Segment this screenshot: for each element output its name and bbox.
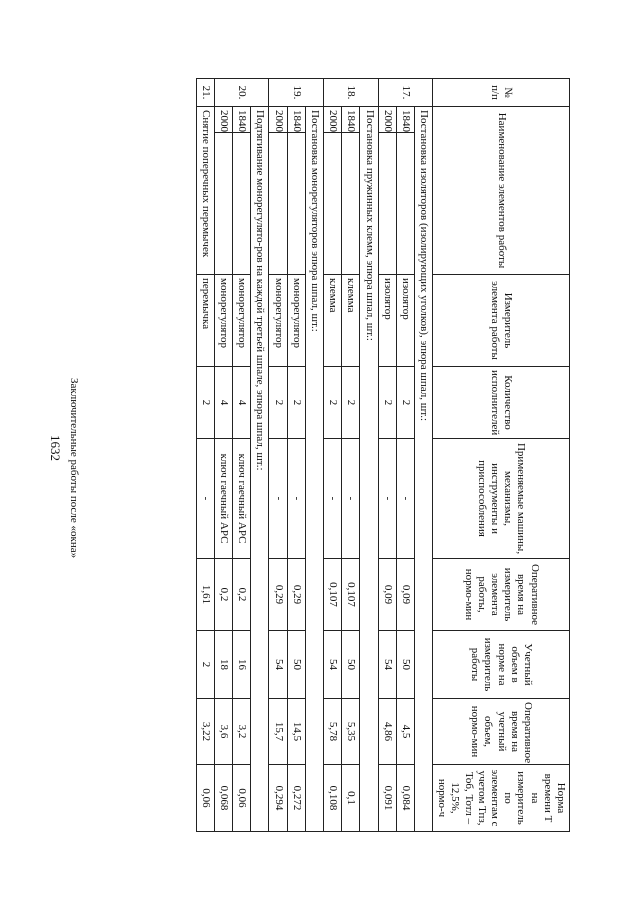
section-number: 18. bbox=[324, 79, 379, 107]
table-row bbox=[233, 79, 251, 832]
volume: 54 bbox=[269, 631, 287, 699]
norm-time: 0,294 bbox=[269, 765, 287, 832]
rotated-table-container bbox=[68, 78, 570, 831]
meter: монорегулятор bbox=[214, 275, 232, 367]
op-time-volume: 4,5 bbox=[396, 699, 414, 765]
table-row bbox=[269, 79, 287, 832]
norm-time: 0,108 bbox=[324, 765, 342, 832]
meter: изолятор bbox=[378, 275, 396, 367]
norm-time: 0,084 bbox=[396, 765, 414, 832]
machines: - bbox=[196, 439, 214, 559]
sleeper-spacing: 2000 bbox=[269, 107, 287, 133]
sleeper-spacing: 1840 bbox=[287, 107, 305, 133]
machines: - bbox=[378, 439, 396, 559]
op-time: 0,107 bbox=[342, 559, 360, 631]
workers-count: 2 bbox=[342, 367, 360, 439]
page-number: 1632 bbox=[48, 435, 63, 461]
norms-table bbox=[196, 78, 570, 832]
header-machines: Применяемые машины, механизмы, инструменты и приспособления bbox=[433, 439, 570, 559]
volume: 50 bbox=[396, 631, 414, 699]
norm-time: 0,068 bbox=[214, 765, 232, 832]
section-title: Постановка изоляторов (изолирующих уголков), эпюра шпал, шт.: bbox=[414, 107, 432, 832]
empty-cell bbox=[233, 133, 251, 275]
norm-time: 0,06 bbox=[196, 765, 214, 832]
op-time: 0,29 bbox=[269, 559, 287, 631]
volume: 2 bbox=[196, 631, 214, 699]
empty-cell bbox=[214, 133, 232, 275]
table-row bbox=[287, 79, 305, 832]
section-title: Постановка монорегуляторов эпюра шпал, шт.: bbox=[305, 107, 323, 832]
op-time: 0,09 bbox=[378, 559, 396, 631]
header-volume: Учетный объем в норме на измеритель работы bbox=[433, 631, 570, 699]
meter: изолятор bbox=[396, 275, 414, 367]
norm-time: 0,06 bbox=[233, 765, 251, 832]
table-row bbox=[196, 79, 214, 832]
table-row bbox=[378, 79, 396, 832]
section-title-row bbox=[251, 79, 269, 832]
op-time-volume: 3,22 bbox=[196, 699, 214, 765]
section-title: Подтягивание монорегулято-ров на каждой третьей шпале, эпюра шпал, шт.: bbox=[251, 107, 269, 832]
op-time-volume: 14,5 bbox=[287, 699, 305, 765]
table-row bbox=[342, 79, 360, 832]
meter: монорегулятор bbox=[233, 275, 251, 367]
section-number: 17. bbox=[378, 79, 433, 107]
workers-count: 2 bbox=[196, 367, 214, 439]
machines: ключ гаечный АРС bbox=[233, 439, 251, 559]
meter: клемма bbox=[324, 275, 342, 367]
empty-cell bbox=[287, 133, 305, 275]
workers-count: 2 bbox=[269, 367, 287, 439]
sleeper-spacing: 1840 bbox=[342, 107, 360, 133]
volume: 54 bbox=[378, 631, 396, 699]
sleeper-spacing: 2000 bbox=[324, 107, 342, 133]
op-time: 0,09 bbox=[396, 559, 414, 631]
header-norm: Норма времени Т на измеритель по элементам с учетом Тпз, Тоб, Тотл – 12,5%, нормо-ч bbox=[433, 765, 570, 832]
section-title: Постановка пружинных клемм, эпюра шпал, шт.: bbox=[360, 107, 378, 832]
meter: клемма bbox=[342, 275, 360, 367]
sleeper-spacing: 2000 bbox=[378, 107, 396, 133]
header-workers: Количество исполнителей bbox=[433, 367, 570, 439]
workers-count: 2 bbox=[324, 367, 342, 439]
section-number: 19. bbox=[269, 79, 324, 107]
empty-cell bbox=[324, 133, 342, 275]
op-time: 0,107 bbox=[324, 559, 342, 631]
workers-count: 2 bbox=[396, 367, 414, 439]
op-time: 0,29 bbox=[287, 559, 305, 631]
machines: - bbox=[396, 439, 414, 559]
op-time: 0,2 bbox=[233, 559, 251, 631]
machines: - bbox=[287, 439, 305, 559]
header-meter: Измеритель элемента работы bbox=[433, 275, 570, 367]
empty-cell bbox=[378, 133, 396, 275]
empty-cell bbox=[342, 133, 360, 275]
section-number: 20. bbox=[214, 79, 269, 107]
machines: - bbox=[269, 439, 287, 559]
section-title-row bbox=[414, 79, 432, 832]
workers-count: 4 bbox=[214, 367, 232, 439]
volume: 18 bbox=[214, 631, 232, 699]
op-time-volume: 5,35 bbox=[342, 699, 360, 765]
section-title-row bbox=[360, 79, 378, 832]
op-time: 1,61 bbox=[196, 559, 214, 631]
table-row bbox=[324, 79, 342, 832]
op-time-volume: 4,86 bbox=[378, 699, 396, 765]
norm-time: 0,272 bbox=[287, 765, 305, 832]
op-time-volume: 3,2 bbox=[233, 699, 251, 765]
volume: 50 bbox=[342, 631, 360, 699]
sleeper-spacing: 2000 bbox=[214, 107, 232, 133]
workers-count: 4 bbox=[233, 367, 251, 439]
row-name: Снятие поперечных перемычек bbox=[196, 107, 214, 275]
volume: 54 bbox=[324, 631, 342, 699]
meter: монорегулятор bbox=[287, 275, 305, 367]
header-num: № п/п bbox=[433, 79, 570, 107]
header-op-time: Оперативное время на измеритель элемента работы, нормо-мин bbox=[433, 559, 570, 631]
op-time-volume: 3,6 bbox=[214, 699, 232, 765]
volume: 16 bbox=[233, 631, 251, 699]
table-row bbox=[396, 79, 414, 832]
section-title-row bbox=[305, 79, 323, 832]
workers-count: 2 bbox=[287, 367, 305, 439]
machines: - bbox=[324, 439, 342, 559]
meter: перемычка bbox=[196, 275, 214, 367]
volume: 50 bbox=[287, 631, 305, 699]
header-op-time-volume: Оперативное время на учетный объем, нормо-мин bbox=[433, 699, 570, 765]
header-name: Наименование элементов работы bbox=[433, 107, 570, 275]
sleeper-spacing: 1840 bbox=[396, 107, 414, 133]
norm-time: 0,091 bbox=[378, 765, 396, 832]
footer-section-title: Заключительные работы после «окна» bbox=[68, 378, 80, 559]
sleeper-spacing: 1840 bbox=[233, 107, 251, 133]
op-time-volume: 5,78 bbox=[324, 699, 342, 765]
section-number: 21. bbox=[196, 79, 214, 107]
machines: - bbox=[342, 439, 360, 559]
empty-cell bbox=[396, 133, 414, 275]
empty-cell bbox=[269, 133, 287, 275]
machines: ключ гаечный АРС bbox=[214, 439, 232, 559]
op-time-volume: 15,7 bbox=[269, 699, 287, 765]
op-time: 0,2 bbox=[214, 559, 232, 631]
workers-count: 2 bbox=[378, 367, 396, 439]
meter: монорегулятор bbox=[269, 275, 287, 367]
table-row bbox=[214, 79, 232, 832]
norm-time: 0,1 bbox=[342, 765, 360, 832]
header-row bbox=[433, 79, 570, 832]
